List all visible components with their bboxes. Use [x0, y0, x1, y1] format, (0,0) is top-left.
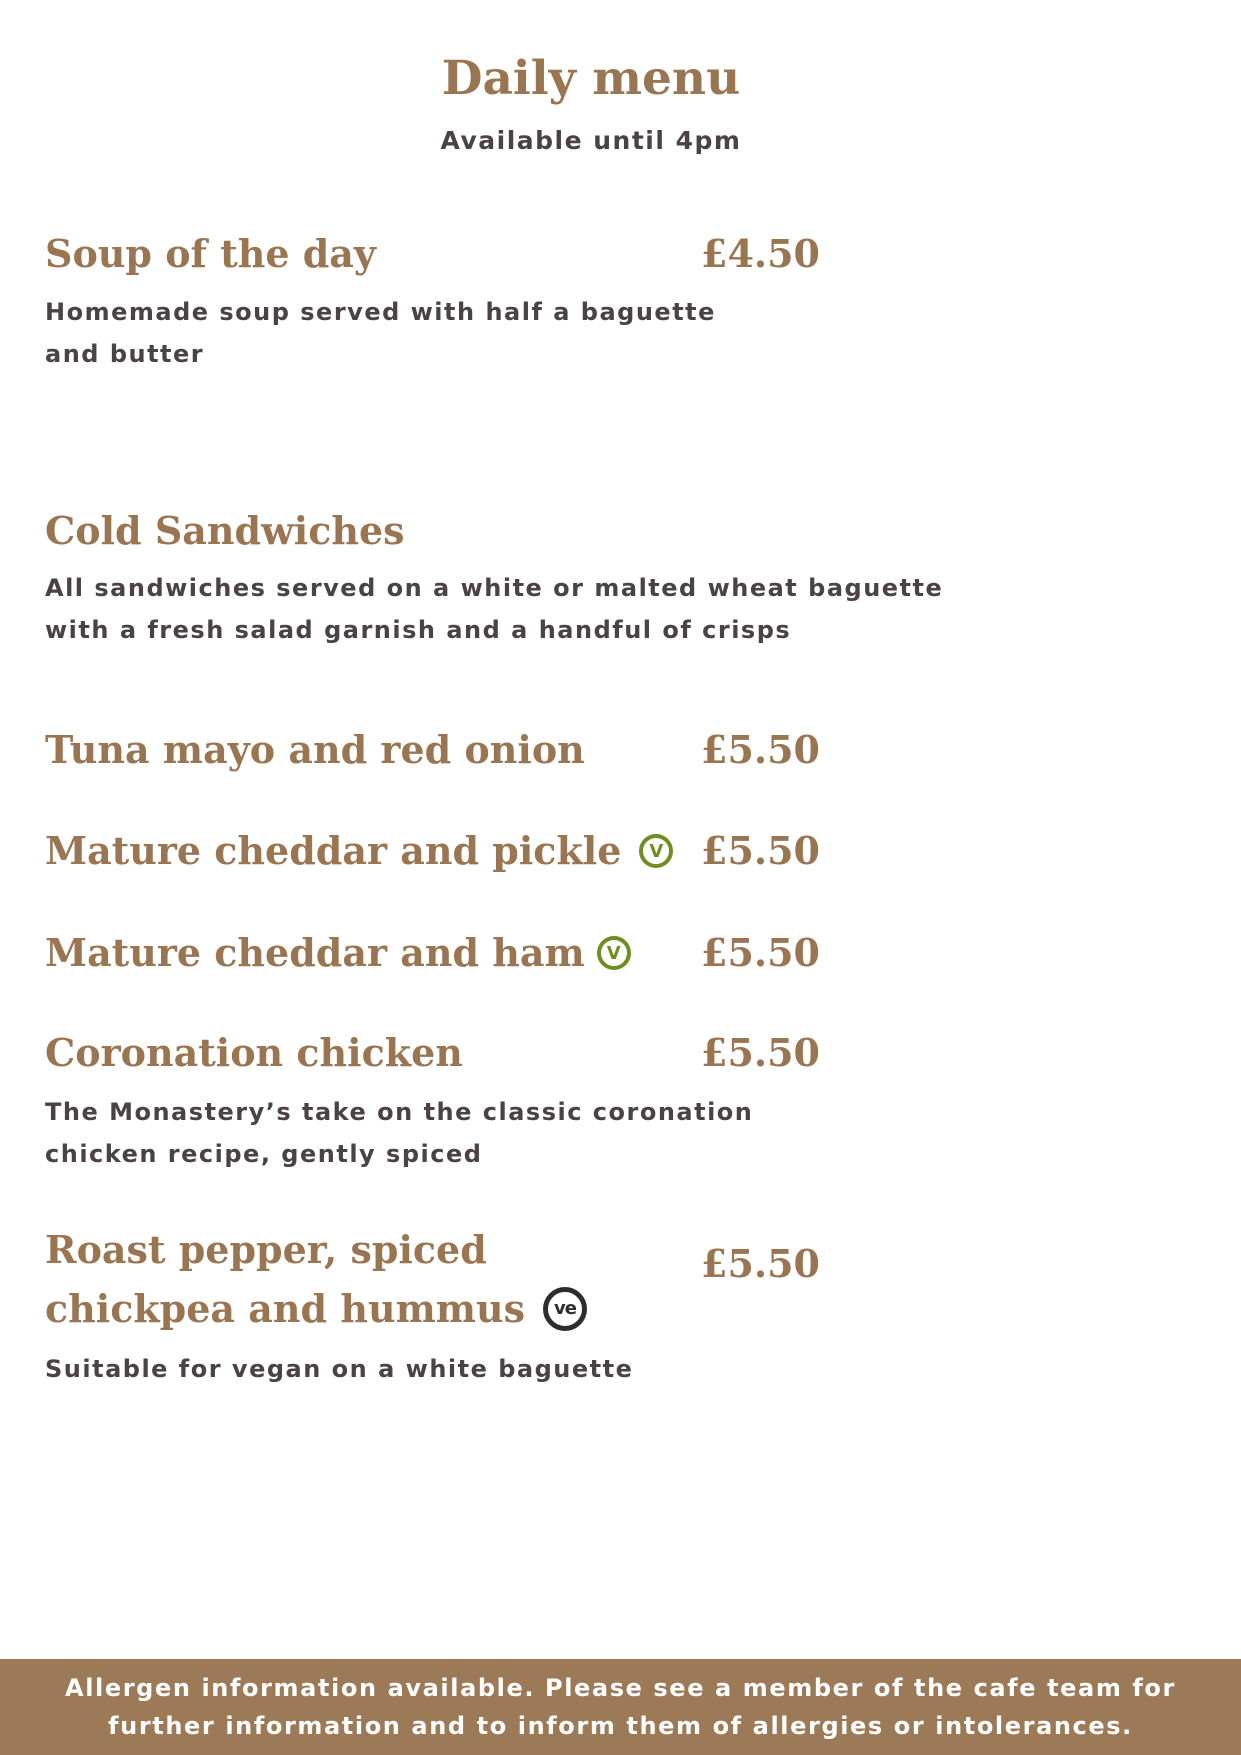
menu-item-price: £5.50 — [701, 727, 820, 772]
allergen-notice-line2: further information and to inform them of allergies or intolerances. — [108, 1712, 1133, 1740]
soup-name: Soup of the day — [45, 231, 376, 276]
menu-item-name — [45, 927, 631, 979]
menu-item-price: £5.50 — [701, 1241, 820, 1286]
menu-item-description-line1: Suitable for vegan on a white baguette — [45, 1355, 634, 1383]
menu-subtitle: Available until 4pm — [440, 126, 742, 155]
vegetarian-icon: V — [639, 834, 673, 868]
menu-item-name — [45, 825, 673, 877]
menu-item-price: £5.50 — [701, 1030, 820, 1075]
allergen-footer — [0, 1659, 1241, 1755]
allergen-notice-line1: Allergen information available. Please see a member of the cafe team for — [65, 1674, 1176, 1702]
menu-item-label: Coronation chicken — [45, 1030, 463, 1075]
menu-item-name-line2 — [45, 1283, 587, 1335]
menu-item-description-line1: The Monastery’s take on the classic coronation — [45, 1098, 754, 1126]
sandwiches-intro-line1: All sandwiches served on a white or malted wheat baguette — [45, 574, 944, 602]
menu-item-label: Mature cheddar and ham — [45, 930, 585, 975]
menu-item-description-line2: chicken recipe, gently spiced — [45, 1140, 483, 1168]
vegan-icon: ve — [543, 1287, 587, 1331]
menu-item-label: Tuna mayo and red onion — [45, 727, 585, 772]
menu-item-price: £5.50 — [701, 930, 820, 975]
menu-item-label: chickpea and hummus — [45, 1286, 526, 1331]
allergen-notice — [65, 1669, 1176, 1745]
menu-item-label: Mature cheddar and pickle — [45, 828, 622, 873]
soup-price: £4.50 — [701, 231, 820, 276]
soup-description-line1: Homemade soup served with half a baguette — [45, 298, 716, 326]
menu-title: Daily menu — [441, 51, 741, 106]
sandwiches-intro-line2: with a fresh salad garnish and a handful of crisps — [45, 616, 792, 644]
section-heading-cold-sandwiches: Cold Sandwiches — [45, 508, 405, 553]
menu-item-name-line1: Roast pepper, spiced — [45, 1227, 487, 1272]
menu-item-price: £5.50 — [701, 828, 820, 873]
soup-description-line2: and butter — [45, 340, 205, 368]
menu-item-name — [45, 724, 585, 776]
vegetarian-icon: V — [597, 936, 631, 970]
menu-item-name — [45, 1027, 463, 1079]
